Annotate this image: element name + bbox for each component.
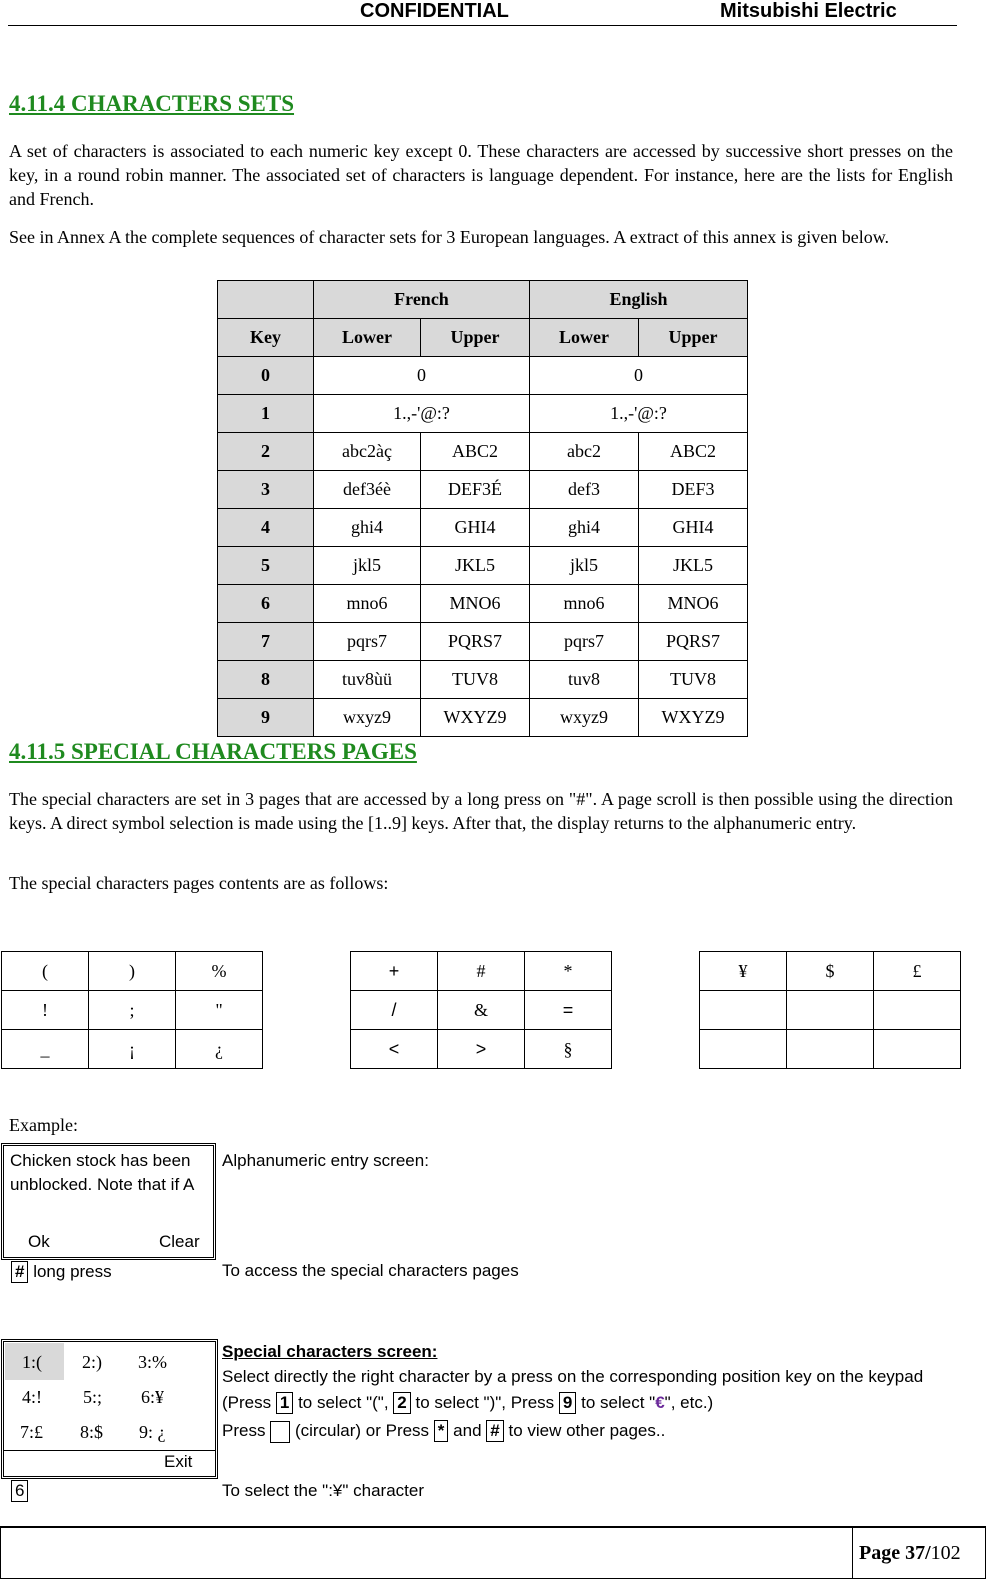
special-char-cell: =: [525, 991, 612, 1030]
key-cell: 6: [218, 585, 314, 623]
table-row: [218, 395, 748, 433]
table-cell: jkl5: [530, 547, 639, 585]
table-row: [218, 547, 748, 585]
paragraph: The special characters pages contents are as follows:: [9, 873, 389, 893]
special-char-cell: $: [787, 952, 874, 991]
euro-symbol: €: [655, 1393, 665, 1412]
screen2-title: Special characters screen:: [222, 1342, 438, 1361]
table-cell: ABC2: [421, 433, 530, 471]
key-cell: 9: [218, 699, 314, 737]
screen-text-line: unblocked. Note that if A: [10, 1175, 195, 1194]
special-char-cell: &: [438, 991, 525, 1030]
step1-label: long press: [33, 1262, 112, 1281]
table-row: [218, 471, 748, 509]
table-cell: JKL5: [421, 547, 530, 585]
table-cell: JKL5: [639, 547, 748, 585]
key-cell: 5: [218, 547, 314, 585]
table-cell: tuv8ùü: [314, 661, 421, 699]
special-char-cell: +: [351, 952, 438, 991]
table-cell: mno6: [314, 585, 421, 623]
table-cell: pqrs7: [530, 623, 639, 661]
text-fragment: and: [453, 1421, 482, 1440]
special-char-cell: ": [176, 991, 263, 1030]
special-char-cell: !: [2, 991, 89, 1030]
paragraph: See in Annex A the complete sequences of character sets for 3 European languages. A extract of this annex is given below.: [9, 227, 890, 247]
special-char-cell: [874, 1030, 961, 1069]
table-cell: ghi4: [314, 509, 421, 547]
exit-softkey[interactable]: Exit: [164, 1452, 193, 1471]
screen-char-cell: 7:£: [20, 1422, 44, 1442]
key-cell: 2: [218, 433, 314, 471]
table-cell: 1.,-'@:?: [314, 395, 530, 433]
ok-softkey[interactable]: Ok: [28, 1232, 50, 1251]
special-char-cell: (: [2, 952, 89, 991]
table-cell: jkl5: [314, 547, 421, 585]
header-confidential: CONFIDENTIAL: [360, 0, 509, 22]
key-6[interactable]: 6: [11, 1480, 28, 1502]
section-title-character-sets: 4.11.4 CHARACTERS SETS: [9, 91, 295, 116]
special-char-cell: ;: [89, 991, 176, 1030]
table-cell: wxyz9: [530, 699, 639, 737]
clear-softkey[interactable]: Clear: [159, 1232, 200, 1251]
section-title-special-characters: 4.11.5 SPECIAL CHARACTERS PAGES: [9, 739, 417, 764]
table-cell: MNO6: [639, 585, 748, 623]
text-fragment: to select "(",: [298, 1393, 389, 1412]
table-cell: DEF3: [639, 471, 748, 509]
table-cell: TUV8: [421, 661, 530, 699]
table-cell: DEF3É: [421, 471, 530, 509]
screen-char-cell: 9: ¿: [139, 1422, 166, 1442]
text-fragment: to select ": [581, 1393, 656, 1412]
screen-divider: [4, 1450, 215, 1451]
special-char-cell: §: [525, 1030, 612, 1069]
page-label: Page 37/: [859, 1542, 931, 1564]
table-cell: PQRS7: [421, 623, 530, 661]
circular-key[interactable]: [270, 1421, 290, 1443]
special-char-cell: *: [525, 952, 612, 991]
paragraph: The special characters are set in 3 pages that are accessed by a long press on "#". A page scroll is then possible using the direction keys. A direct symbol selection is made using the [1..9] keys. After that, the display returns to the alphanumeric entry.: [9, 789, 953, 833]
header-rule: [8, 25, 957, 26]
table-row: [218, 433, 748, 471]
special-char-cell: >: [438, 1030, 525, 1069]
table-cell: def3éè: [314, 471, 421, 509]
table-cell: GHI4: [639, 509, 748, 547]
key-cell: 1: [218, 395, 314, 433]
special-char-cell: ): [89, 952, 176, 991]
table-cell: TUV8: [639, 661, 748, 699]
key-1[interactable]: 1: [276, 1392, 293, 1414]
special-char-cell: [874, 991, 961, 1030]
example-label: Example:: [9, 1115, 78, 1135]
special-char-cell: _: [2, 1030, 89, 1069]
footer: [0, 1526, 986, 1579]
special-char-cell: [787, 1030, 874, 1069]
table-cell: wxyz9: [314, 699, 421, 737]
table-cell: def3: [530, 471, 639, 509]
special-char-cell: #: [438, 952, 525, 991]
col-header: Lower: [530, 319, 639, 357]
step2-description: To select the ":¥" character: [222, 1481, 424, 1500]
table-row: [218, 585, 748, 623]
key-cell: 4: [218, 509, 314, 547]
special-char-cell: [787, 991, 874, 1030]
table-cell: 1.,-'@:?: [530, 395, 748, 433]
paragraph: A set of characters is associated to each numeric key except 0. These characters are accessed by successive short presses on the key, in a round robin manner. The associated set of characters is language dependent. For instance, here are the lists for English and French.: [9, 141, 953, 209]
special-char-cell: %: [176, 952, 263, 991]
key-cell: 8: [218, 661, 314, 699]
step1-instruction: [11, 1259, 112, 1284]
key-cell: 3: [218, 471, 314, 509]
screen2-line: [222, 1418, 665, 1443]
table-cell: PQRS7: [639, 623, 748, 661]
group-header-english: English: [530, 281, 748, 319]
table-row: [218, 357, 748, 395]
screen-char-cell: 1:(: [22, 1352, 42, 1372]
special-char-cell: /: [351, 991, 438, 1030]
table-cell: abc2: [530, 433, 639, 471]
col-header: Upper: [639, 319, 748, 357]
screen1-description: Alphanumeric entry screen:: [222, 1151, 429, 1170]
header-company: Mitsubishi Electric: [720, 0, 897, 22]
step1-description: To access the special characters pages: [222, 1261, 519, 1280]
table-row: [218, 661, 748, 699]
special-char-cell: ¡: [89, 1030, 176, 1069]
table-cell: 0: [314, 357, 530, 395]
special-page-2: [350, 951, 612, 1069]
col-header: Lower: [314, 319, 421, 357]
table-row: [218, 623, 748, 661]
step2-instruction: [11, 1478, 28, 1503]
special-char-cell: [700, 991, 787, 1030]
screen-char-cell: 6:¥: [141, 1387, 165, 1407]
special-char-cell: ¿: [176, 1030, 263, 1069]
screen-char-cell: 8:$: [80, 1422, 104, 1442]
text-fragment: to view other pages..: [508, 1421, 666, 1440]
screen-char-cell: 3:%: [138, 1352, 167, 1372]
screen2-line: Select directly the right character by a press on the corresponding position key on the keypad: [222, 1367, 924, 1386]
table-corner: [218, 281, 314, 319]
table-cell: MNO6: [421, 585, 530, 623]
text-fragment: ", etc.): [664, 1393, 714, 1412]
table-cell: tuv8: [530, 661, 639, 699]
table-cell: ghi4: [530, 509, 639, 547]
table-cell: GHI4: [421, 509, 530, 547]
text-fragment: (circular) or Press: [294, 1421, 430, 1440]
key-cell: 0: [218, 357, 314, 395]
table-row: [218, 699, 748, 737]
col-header: Upper: [421, 319, 530, 357]
screen-char-cell: 4:!: [22, 1387, 42, 1407]
alphanumeric-entry-screen: [1, 1143, 216, 1260]
col-header: Key: [218, 319, 314, 357]
page-number: [859, 1542, 961, 1565]
table-row: [218, 509, 748, 547]
hash-key[interactable]: #: [11, 1261, 28, 1283]
text-fragment: Press: [222, 1421, 266, 1440]
special-char-cell: £: [874, 952, 961, 991]
star-key[interactable]: *: [434, 1420, 449, 1442]
text-fragment: (Press: [222, 1393, 272, 1412]
special-char-cell: [700, 1030, 787, 1069]
screen-char-cell: 2:): [82, 1352, 102, 1372]
table-cell: ABC2: [639, 433, 748, 471]
special-characters-screen: [1, 1339, 218, 1479]
footer-divider: [852, 1528, 853, 1578]
text-fragment: to select ")", Press: [415, 1393, 555, 1412]
key-cell: 7: [218, 623, 314, 661]
hash-key[interactable]: #: [486, 1420, 503, 1442]
table-cell: 0: [530, 357, 748, 395]
table-cell: WXYZ9: [639, 699, 748, 737]
special-char-cell: <: [351, 1030, 438, 1069]
charset-table: [217, 280, 748, 737]
group-header-french: French: [314, 281, 530, 319]
table-cell: mno6: [530, 585, 639, 623]
special-page-3: [699, 951, 961, 1069]
screen-text-line: Chicken stock has been: [10, 1151, 191, 1170]
table-cell: abc2àç: [314, 433, 421, 471]
special-char-cell: ¥: [700, 952, 787, 991]
screen-char-cell: 5:;: [83, 1387, 103, 1407]
table-cell: pqrs7: [314, 623, 421, 661]
special-page-1: [1, 951, 263, 1069]
page-total: 102: [930, 1542, 961, 1564]
table-cell: WXYZ9: [421, 699, 530, 737]
screen2-line: [222, 1390, 713, 1415]
key-2[interactable]: 2: [393, 1392, 410, 1414]
key-9[interactable]: 9: [559, 1392, 576, 1414]
